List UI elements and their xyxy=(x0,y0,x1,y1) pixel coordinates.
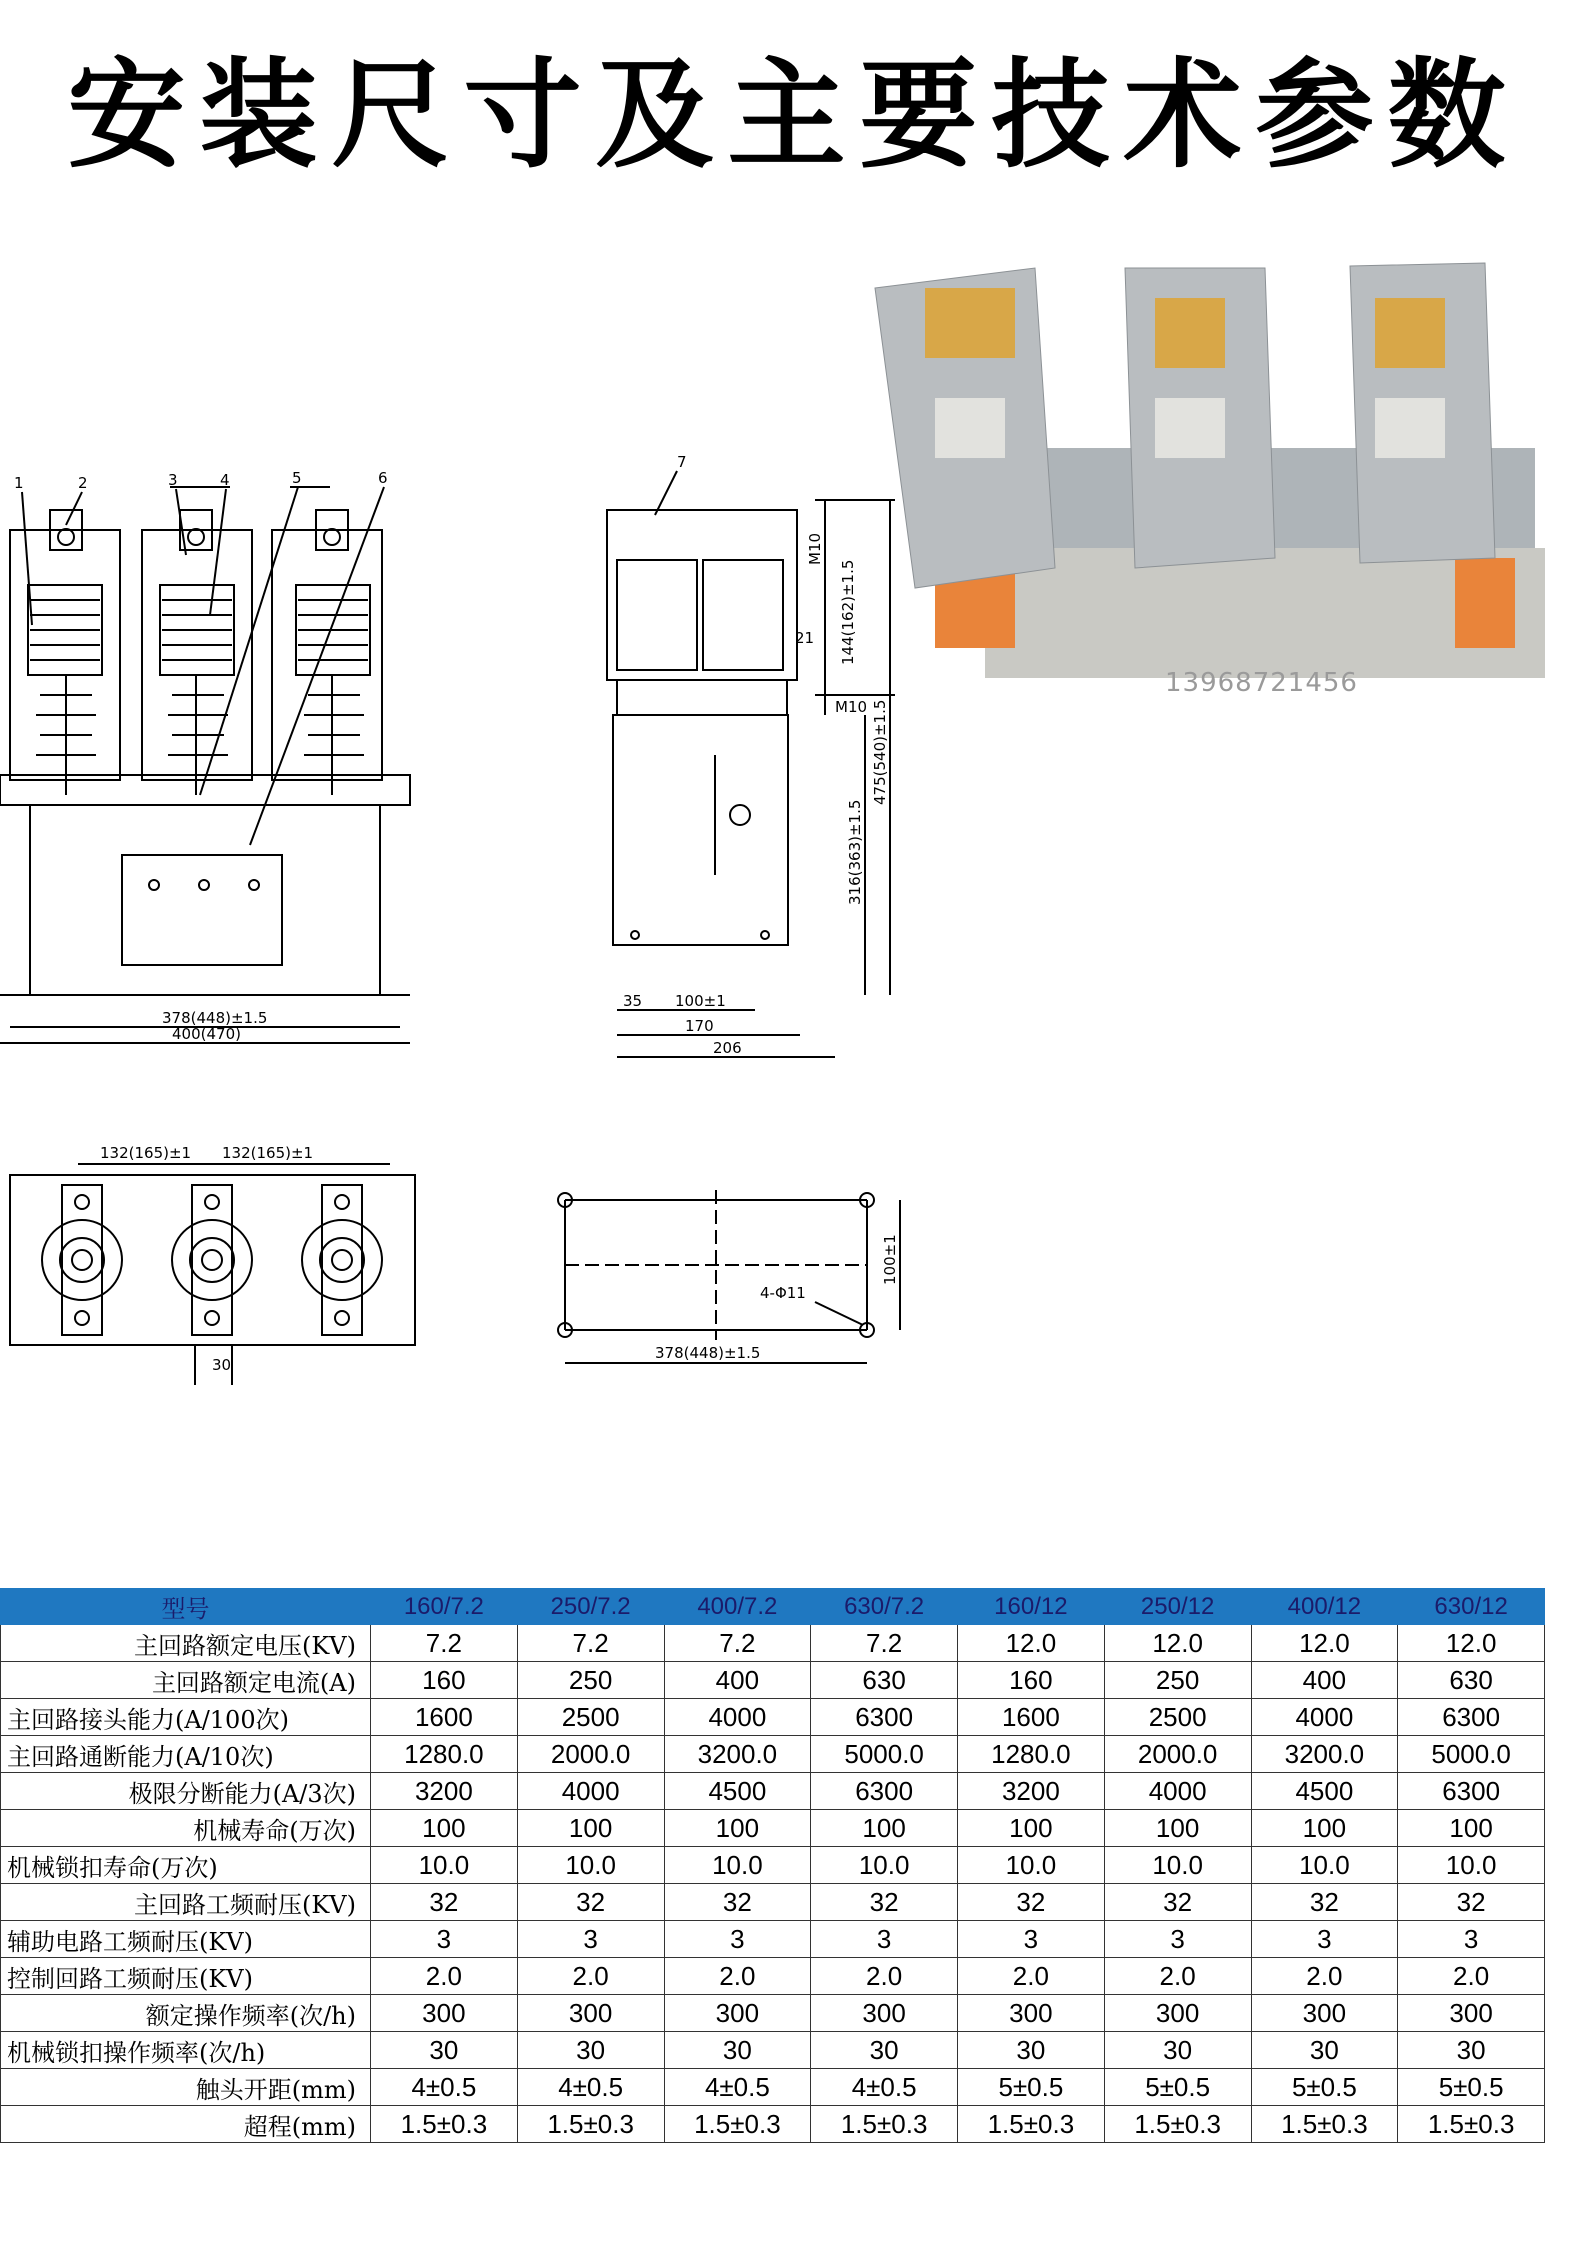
table-cell: 100 xyxy=(1251,1810,1398,1847)
table-cell: 100 xyxy=(1398,1810,1545,1847)
table-cell: 30 xyxy=(1251,2032,1398,2069)
table-cell: 2.0 xyxy=(517,1958,664,1995)
callout-7: 7 xyxy=(677,455,687,471)
front-view-drawing xyxy=(0,465,420,1065)
spec-header-cell: 250/12 xyxy=(1104,1589,1251,1625)
table-cell: 1600 xyxy=(958,1699,1105,1736)
table-row xyxy=(1,1736,1545,1773)
row-label: 主回路工频耐压(KV) xyxy=(1,1884,371,1921)
row-label: 额定操作频率(次/h) xyxy=(1,1995,371,2032)
row-label: 主回路接头能力(A/100次) xyxy=(1,1699,371,1736)
table-cell: 3 xyxy=(811,1921,958,1958)
table-cell: 10.0 xyxy=(1398,1847,1545,1884)
spec-header-cell: 160/7.2 xyxy=(371,1589,518,1625)
table-cell: 2.0 xyxy=(371,1958,518,1995)
callout-5: 5 xyxy=(292,469,302,487)
table-cell: 30 xyxy=(664,2032,811,2069)
table-cell: 2.0 xyxy=(811,1958,958,1995)
table-cell: 30 xyxy=(1104,2032,1251,2069)
table-cell: 3 xyxy=(664,1921,811,1958)
spec-header-cell: 型号 xyxy=(1,1589,371,1625)
table-cell: 2.0 xyxy=(664,1958,811,1995)
table-cell: 1.5±0.3 xyxy=(958,2106,1105,2143)
table-cell: 300 xyxy=(1104,1995,1251,2032)
table-cell: 2000.0 xyxy=(517,1736,664,1773)
table-cell: 1280.0 xyxy=(958,1736,1105,1773)
table-row xyxy=(1,2069,1545,2106)
table-cell: 10.0 xyxy=(1251,1847,1398,1884)
row-label: 触头开距(mm) xyxy=(1,2069,371,2106)
table-cell: 630 xyxy=(1398,1662,1545,1699)
table-cell: 300 xyxy=(1398,1995,1545,2032)
side-dim-144: 144(162)±1.5 xyxy=(839,559,857,665)
table-cell: 2500 xyxy=(517,1699,664,1736)
table-cell: 7.2 xyxy=(664,1625,811,1662)
callout-1: 1 xyxy=(14,474,24,492)
row-label: 极限分断能力(A/3次) xyxy=(1,1773,371,1810)
table-cell: 160 xyxy=(371,1662,518,1699)
top-dim-30: 30 xyxy=(212,1356,232,1374)
table-cell: 32 xyxy=(371,1884,518,1921)
spec-header-row xyxy=(1,1589,1545,1625)
table-cell: 300 xyxy=(664,1995,811,2032)
table-cell: 4±0.5 xyxy=(811,2069,958,2106)
table-cell: 6300 xyxy=(811,1773,958,1810)
top-view-drawing xyxy=(0,1120,430,1400)
top-dim-left: 132(165)±1 xyxy=(100,1144,192,1162)
table-cell: 10.0 xyxy=(517,1847,664,1884)
spec-header-cell: 250/7.2 xyxy=(517,1589,664,1625)
table-cell: 3200.0 xyxy=(1251,1736,1398,1773)
table-cell: 300 xyxy=(517,1995,664,2032)
table-cell: 4±0.5 xyxy=(664,2069,811,2106)
table-cell: 12.0 xyxy=(1251,1625,1398,1662)
table-cell: 4±0.5 xyxy=(371,2069,518,2106)
side-dim-35: 35 xyxy=(623,992,643,1010)
spec-header-cell: 630/7.2 xyxy=(811,1589,958,1625)
table-cell: 1.5±0.3 xyxy=(1251,2106,1398,2143)
row-label: 主回路额定电压(KV) xyxy=(1,1625,371,1662)
mount-dim-holes: 4-Φ11 xyxy=(760,1284,806,1302)
table-cell: 7.2 xyxy=(517,1625,664,1662)
table-cell: 1.5±0.3 xyxy=(1104,2106,1251,2143)
mount-dim-height: 100±1 xyxy=(881,1234,899,1285)
table-cell: 4000 xyxy=(517,1773,664,1810)
table-cell: 30 xyxy=(1398,2032,1545,2069)
table-cell: 5±0.5 xyxy=(1398,2069,1545,2106)
side-dim-m10-bottom: M10 xyxy=(835,698,868,716)
table-cell: 100 xyxy=(811,1810,958,1847)
table-cell: 3200.0 xyxy=(664,1736,811,1773)
row-label: 主回路额定电流(A) xyxy=(1,1662,371,1699)
row-label: 机械寿命(万次) xyxy=(1,1810,371,1847)
table-cell: 30 xyxy=(371,2032,518,2069)
table-cell: 2.0 xyxy=(1398,1958,1545,1995)
table-cell: 4500 xyxy=(1251,1773,1398,1810)
table-cell: 4000 xyxy=(1104,1773,1251,1810)
table-row xyxy=(1,1884,1545,1921)
table-cell: 5±0.5 xyxy=(1251,2069,1398,2106)
spec-table xyxy=(0,1588,1545,2143)
spec-header-cell: 400/12 xyxy=(1251,1589,1398,1625)
table-cell: 300 xyxy=(958,1995,1105,2032)
side-dim-m10-top: M10 xyxy=(806,532,824,565)
row-label: 主回路通断能力(A/10次) xyxy=(1,1736,371,1773)
table-cell: 100 xyxy=(958,1810,1105,1847)
callout-6: 6 xyxy=(378,469,388,487)
spec-header-cell: 630/12 xyxy=(1398,1589,1545,1625)
table-cell: 4500 xyxy=(664,1773,811,1810)
table-cell: 2.0 xyxy=(958,1958,1105,1995)
table-cell: 100 xyxy=(664,1810,811,1847)
product-photo xyxy=(855,258,1575,703)
table-row xyxy=(1,1662,1545,1699)
table-cell: 32 xyxy=(1104,1884,1251,1921)
table-cell: 32 xyxy=(958,1884,1105,1921)
mounting-view-drawing xyxy=(545,1180,925,1390)
table-cell: 12.0 xyxy=(1398,1625,1545,1662)
table-cell: 10.0 xyxy=(664,1847,811,1884)
table-cell: 32 xyxy=(517,1884,664,1921)
table-cell: 400 xyxy=(1251,1662,1398,1699)
table-cell: 3200 xyxy=(371,1773,518,1810)
side-dim-170: 170 xyxy=(685,1017,714,1035)
table-cell: 10.0 xyxy=(811,1847,958,1884)
table-cell: 32 xyxy=(664,1884,811,1921)
table-cell: 100 xyxy=(1104,1810,1251,1847)
table-cell: 1.5±0.3 xyxy=(811,2106,958,2143)
table-cell: 12.0 xyxy=(958,1625,1105,1662)
table-cell: 1.5±0.3 xyxy=(664,2106,811,2143)
table-row xyxy=(1,1995,1545,2032)
side-dim-206: 206 xyxy=(713,1039,742,1057)
side-dim-21: 21 xyxy=(795,629,815,647)
table-cell: 30 xyxy=(811,2032,958,2069)
table-row xyxy=(1,1847,1545,1884)
table-cell: 10.0 xyxy=(958,1847,1105,1884)
table-cell: 4±0.5 xyxy=(517,2069,664,2106)
table-cell: 1280.0 xyxy=(371,1736,518,1773)
table-cell: 12.0 xyxy=(1104,1625,1251,1662)
table-cell: 300 xyxy=(811,1995,958,2032)
callout-2: 2 xyxy=(78,474,88,492)
table-row xyxy=(1,2032,1545,2069)
table-cell: 5000.0 xyxy=(811,1736,958,1773)
mount-dim-width: 378(448)±1.5 xyxy=(655,1344,761,1362)
table-cell: 250 xyxy=(1104,1662,1251,1699)
row-label: 控制回路工频耐压(KV) xyxy=(1,1958,371,1995)
table-cell: 1.5±0.3 xyxy=(1398,2106,1545,2143)
table-row xyxy=(1,1773,1545,1810)
table-cell: 3 xyxy=(958,1921,1105,1958)
table-cell: 250 xyxy=(517,1662,664,1699)
table-row xyxy=(1,1810,1545,1847)
table-cell: 2000.0 xyxy=(1104,1736,1251,1773)
table-cell: 4000 xyxy=(1251,1699,1398,1736)
row-label: 机械锁扣操作频率(次/h) xyxy=(1,2032,371,2069)
table-row xyxy=(1,1958,1545,1995)
table-cell: 2.0 xyxy=(1104,1958,1251,1995)
table-cell: 300 xyxy=(371,1995,518,2032)
side-dim-316: 316(363)±1.5 xyxy=(846,799,864,905)
table-cell: 7.2 xyxy=(811,1625,958,1662)
side-dim-100: 100±1 xyxy=(675,992,726,1010)
row-label: 超程(mm) xyxy=(1,2106,371,2143)
callout-4: 4 xyxy=(220,471,230,489)
spec-header-cell: 160/12 xyxy=(958,1589,1105,1625)
table-cell: 30 xyxy=(958,2032,1105,2069)
table-cell: 2.0 xyxy=(1251,1958,1398,1995)
table-cell: 32 xyxy=(1251,1884,1398,1921)
table-cell: 6300 xyxy=(1398,1773,1545,1810)
table-row xyxy=(1,1921,1545,1958)
table-cell: 3 xyxy=(1251,1921,1398,1958)
table-cell: 32 xyxy=(1398,1884,1545,1921)
table-cell: 6300 xyxy=(811,1699,958,1736)
table-row xyxy=(1,2106,1545,2143)
row-label: 辅助电路工频耐压(KV) xyxy=(1,1921,371,1958)
watermark-phone: 13968721456 xyxy=(1165,668,1358,698)
table-cell: 3200 xyxy=(958,1773,1105,1810)
table-cell: 400 xyxy=(664,1662,811,1699)
table-cell: 1.5±0.3 xyxy=(517,2106,664,2143)
table-cell: 7.2 xyxy=(371,1625,518,1662)
table-cell: 100 xyxy=(517,1810,664,1847)
front-dim-outer: 400(470) xyxy=(172,1025,241,1043)
table-cell: 10.0 xyxy=(371,1847,518,1884)
spec-header-cell: 400/7.2 xyxy=(664,1589,811,1625)
table-cell: 5±0.5 xyxy=(958,2069,1105,2106)
table-cell: 3 xyxy=(371,1921,518,1958)
table-cell: 2500 xyxy=(1104,1699,1251,1736)
table-cell: 30 xyxy=(517,2032,664,2069)
callout-3: 3 xyxy=(168,471,178,489)
page-title: 安装尺寸及主要技术参数 xyxy=(67,45,1520,184)
side-dim-475: 475(540)±1.5 xyxy=(871,699,889,805)
table-cell: 5000.0 xyxy=(1398,1736,1545,1773)
table-cell: 32 xyxy=(811,1884,958,1921)
table-cell: 4000 xyxy=(664,1699,811,1736)
table-cell: 3 xyxy=(1398,1921,1545,1958)
table-cell: 630 xyxy=(811,1662,958,1699)
table-row xyxy=(1,1699,1545,1736)
table-cell: 3 xyxy=(517,1921,664,1958)
table-row xyxy=(1,1625,1545,1662)
top-dim-right: 132(165)±1 xyxy=(222,1144,314,1162)
row-label: 机械锁扣寿命(万次) xyxy=(1,1847,371,1884)
table-cell: 300 xyxy=(1251,1995,1398,2032)
table-cell: 3 xyxy=(1104,1921,1251,1958)
table-cell: 1600 xyxy=(371,1699,518,1736)
table-cell: 160 xyxy=(958,1662,1105,1699)
table-cell: 6300 xyxy=(1398,1699,1545,1736)
table-cell: 10.0 xyxy=(1104,1847,1251,1884)
table-cell: 5±0.5 xyxy=(1104,2069,1251,2106)
table-cell: 100 xyxy=(371,1810,518,1847)
table-cell: 1.5±0.3 xyxy=(371,2106,518,2143)
front-dim-inner: 378(448)±1.5 xyxy=(162,1009,268,1027)
